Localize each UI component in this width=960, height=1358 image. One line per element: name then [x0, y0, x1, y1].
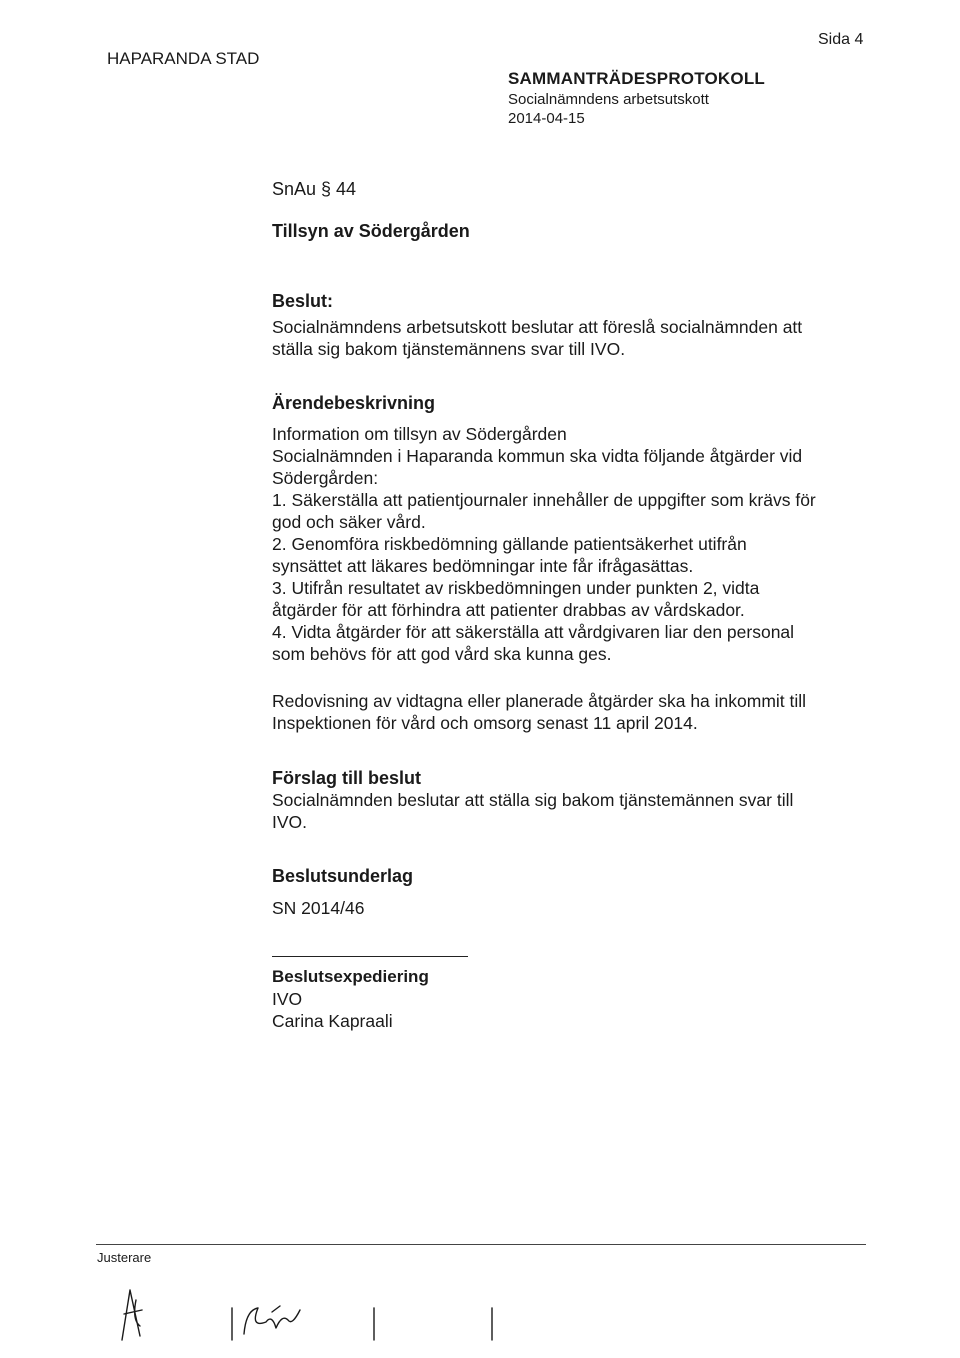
arende-line: synsättet att läkares bedömningar inte får ifrågasättas. [272, 556, 694, 576]
beslutsexpediering-heading: Beslutsexpediering [272, 967, 429, 986]
arende-line: 2. Genomföra riskbedömning gällande patientsäkerhet utifrån [272, 534, 747, 554]
redovisning-text [272, 690, 882, 734]
initials-signature-1 [122, 1290, 142, 1340]
page-number: Sida 4 [818, 31, 864, 48]
forslag-line: IVO. [272, 812, 308, 832]
arende-heading: Ärendebeskrivning [272, 393, 436, 413]
organization-name: HAPARANDA STAD [107, 49, 260, 68]
forslag-line: Socialnämnden beslutar att ställa sig bakom tjänstemännen svar till [272, 790, 794, 810]
arende-line: Södergården: [272, 468, 379, 488]
arende-line: Socialnämnden i Haparanda kommun ska vidta följande åtgärder vid [272, 446, 803, 466]
arende-line: åtgärder för att förhindra att patienter drabbas av vårdskador. [272, 600, 745, 620]
protocol-title: SAMMANTRÄDESPROTOKOLL [508, 69, 765, 88]
arende-line: som behövs för att god vård ska kunna ges. [272, 644, 612, 664]
arende-text [272, 423, 882, 665]
document-title: Tillsyn av Södergården [272, 221, 470, 241]
beslutsexpediering-recipients [272, 988, 882, 1032]
arende-line: 1. Säkerställa att patientjournaler innehåller de uppgifter som krävs för [272, 490, 816, 510]
beslut-line: ställa sig bakom tjänstemännens svar till IVO. [272, 339, 626, 359]
beslut-text [272, 316, 882, 360]
divider-line [272, 956, 468, 957]
committee-name: Socialnämndens arbetsutskott [508, 91, 709, 108]
initials-signature-2 [244, 1306, 300, 1334]
beslutsunderlag-value: SN 2014/46 [272, 898, 365, 918]
arende-line: 3. Utifrån resultatet av riskbedömningen under punkten 2, vidta [272, 578, 760, 598]
arende-line: god och säker vård. [272, 512, 426, 532]
arende-line: 4. Vidta åtgärder för att säkerställa att vårdgivaren liar den personal [272, 622, 795, 642]
justerare-label: Justerare [97, 1250, 152, 1265]
beslut-heading: Beslut: [272, 291, 334, 311]
beslutsunderlag-heading: Beslutsunderlag [272, 866, 414, 886]
arende-line: Information om tillsyn av Södergården [272, 424, 567, 444]
signature-marks [96, 1270, 616, 1350]
paragraph-reference: SnAu § 44 [272, 179, 357, 199]
beslut-line: Socialnämndens arbetsutskott beslutar att föreslå socialnämnden att [272, 317, 803, 337]
recipient: IVO [272, 989, 303, 1009]
redovisning-line: Redovisning av vidtagna eller planerade åtgärder ska ha inkommit till [272, 691, 807, 711]
footer-divider [96, 1244, 866, 1245]
redovisning-line: Inspektionen för vård och omsorg senast 11 april 2014. [272, 713, 698, 733]
forslag-text [272, 789, 882, 833]
forslag-heading: Förslag till beslut [272, 768, 422, 788]
recipient: Carina Kapraali [272, 1011, 393, 1031]
meeting-date: 2014-04-15 [508, 110, 585, 127]
